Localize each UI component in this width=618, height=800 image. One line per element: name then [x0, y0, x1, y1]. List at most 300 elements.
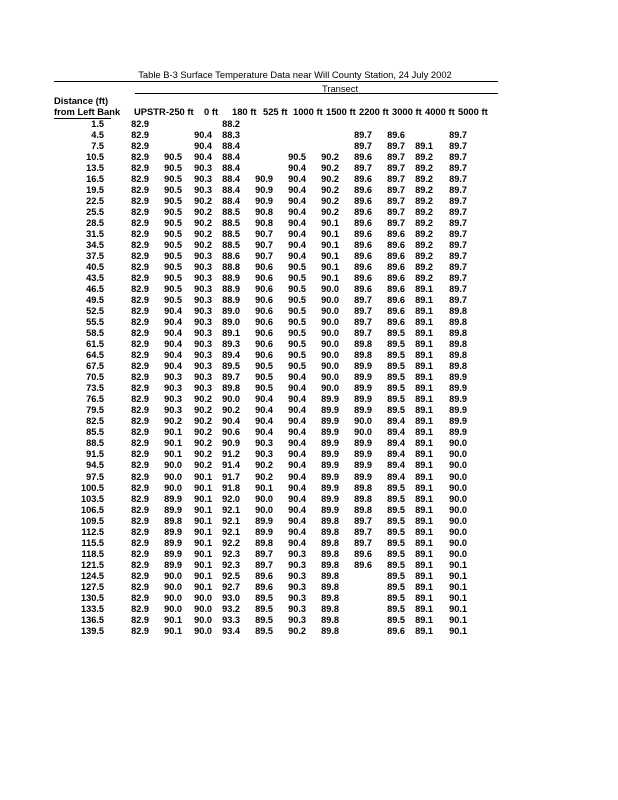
temperature-cell: 89.8: [321, 625, 339, 636]
temperature-cell: 90.1: [449, 603, 467, 614]
temperature-cell: 89.9: [354, 471, 372, 482]
temperature-cell: 90.2: [194, 218, 212, 229]
temperature-cell: 82.9: [131, 372, 149, 383]
temperature-cell: 89.7: [449, 251, 467, 262]
temperature-cell: 89.9: [449, 427, 467, 438]
temperature-cell: 89.8: [321, 515, 339, 526]
temperature-cell: 90.1: [321, 218, 339, 229]
temperature-cell: 90.3: [194, 317, 212, 328]
table-row: [54, 240, 467, 251]
distance-cell: 124.5: [81, 570, 104, 581]
temperature-cell: 89.9: [354, 460, 372, 471]
temperature-cell: 90.3: [194, 251, 212, 262]
temperature-cell: 82.9: [131, 317, 149, 328]
temperature-cell: 90.0: [449, 526, 467, 537]
temperature-cell: 82.9: [131, 163, 149, 174]
table-row: [54, 549, 467, 560]
temperature-cell: 89.1: [415, 625, 433, 636]
temperature-cell: 89.0: [222, 306, 240, 317]
temperature-cell: 89.1: [415, 471, 433, 482]
temperature-cell: 90.2: [194, 207, 212, 218]
temperature-cell: 89.1: [415, 438, 433, 449]
temperature-cell: 90.3: [164, 394, 182, 405]
temperature-cell: 90.3: [194, 339, 212, 350]
temperature-cell: 90.0: [449, 471, 467, 482]
table-row: [54, 207, 467, 218]
col-header-525ft: 525 ft: [263, 106, 288, 117]
temperature-cell: 89.6: [387, 130, 405, 141]
temperature-cell: 89.9: [449, 405, 467, 416]
temperature-cell: 89.1: [415, 416, 433, 427]
table-row: [54, 152, 467, 163]
temperature-cell: 82.9: [131, 570, 149, 581]
temperature-cell: 90.1: [194, 537, 212, 548]
temperature-cell: 89.1: [415, 515, 433, 526]
temperature-cell: 82.9: [131, 515, 149, 526]
temperature-cell: 90.0: [164, 570, 182, 581]
temperature-cell: 91.7: [222, 471, 240, 482]
temperature-cell: 90.4: [288, 416, 306, 427]
temperature-cell: 89.2: [415, 163, 433, 174]
temperature-cell: 82.9: [131, 284, 149, 295]
temperature-cell: 90.9: [255, 174, 273, 185]
distance-cell: 88.5: [86, 438, 104, 449]
temperature-cell: 89.7: [449, 196, 467, 207]
temperature-cell: 92.1: [222, 515, 240, 526]
temperature-cell: 90.8: [255, 218, 273, 229]
transect-rule: [135, 93, 498, 94]
distance-header-line2: from Left Bank: [54, 106, 121, 117]
temperature-cell: 89.7: [449, 284, 467, 295]
temperature-cell: 90.1: [321, 229, 339, 240]
temperature-cell: 90.6: [255, 273, 273, 284]
distance-cell: 19.5: [86, 185, 104, 196]
table-row: [54, 460, 467, 471]
table-row: [54, 405, 467, 416]
distance-cell: 16.5: [86, 174, 104, 185]
temperature-cell: 90.3: [194, 383, 212, 394]
temperature-cell: 89.8: [321, 548, 339, 559]
temperature-cell: 89.6: [387, 251, 405, 262]
temperature-cell: 89.5: [387, 372, 405, 383]
col-header-1000ft: 1000 ft: [293, 106, 323, 117]
temperature-cell: 90.5: [288, 361, 306, 372]
temperature-cell: 89.8: [164, 515, 182, 526]
temperature-cell: 90.2: [321, 185, 339, 196]
table-row: [54, 284, 467, 295]
temperature-cell: 88.4: [222, 152, 240, 163]
temperature-cell: 89.5: [387, 405, 405, 416]
temperature-cell: 90.1: [194, 559, 212, 570]
temperature-cell: 90.1: [449, 614, 467, 625]
temperature-cell: 90.3: [194, 185, 212, 196]
temperature-cell: 89.7: [449, 207, 467, 218]
temperature-cell: 90.3: [194, 163, 212, 174]
temperature-cell: 90.1: [321, 262, 339, 273]
temperature-cell: 90.5: [288, 350, 306, 361]
temperature-cell: 82.9: [131, 295, 149, 306]
temperature-cell: 89.2: [415, 185, 433, 196]
table-row: [54, 427, 467, 438]
temperature-cell: 89.6: [354, 229, 372, 240]
temperature-cell: 82.9: [131, 482, 149, 493]
distance-cell: 97.5: [86, 471, 104, 482]
temperature-cell: 90.5: [164, 152, 182, 163]
temperature-cell: [306, 141, 339, 152]
col-header-upstr: UPSTR: [134, 106, 166, 117]
temperature-cell: 89.2: [415, 207, 433, 218]
temperature-cell: [306, 119, 339, 130]
temperature-cell: 90.5: [164, 295, 182, 306]
temperature-cell: 89.5: [255, 614, 273, 625]
temperature-cell: [149, 141, 182, 152]
temperature-cell: 82.9: [131, 493, 149, 504]
temperature-cell: 89.9: [255, 515, 273, 526]
table-row: [54, 163, 467, 174]
temperature-cell: 82.9: [131, 581, 149, 592]
temperature-cell: 89.9: [449, 383, 467, 394]
table-row: [54, 328, 467, 339]
temperature-cell: 90.3: [164, 372, 182, 383]
temperature-cell: 90.3: [194, 328, 212, 339]
temperature-cell: [240, 119, 273, 130]
temperature-cell: 89.6: [255, 570, 273, 581]
temperature-cell: 89.6: [354, 207, 372, 218]
temperature-cell: 89.5: [387, 603, 405, 614]
temperature-cell: 89.1: [415, 493, 433, 504]
temperature-cell: 89.1: [415, 284, 433, 295]
temperature-cell: 82.9: [131, 537, 149, 548]
temperature-cell: 89.6: [387, 240, 405, 251]
table-row: [54, 505, 467, 516]
temperature-cell: 90.5: [255, 361, 273, 372]
temperature-cell: 89.9: [321, 482, 339, 493]
distance-cell: 4.5: [91, 130, 104, 141]
temperature-cell: 90.0: [321, 306, 339, 317]
distance-cell: 91.5: [86, 449, 104, 460]
distance-cell: 115.5: [81, 537, 104, 548]
temperature-cell: 82.9: [131, 416, 149, 427]
temperature-cell: 89.9: [164, 526, 182, 537]
distance-cell: 70.5: [86, 372, 104, 383]
table-row: [54, 472, 467, 483]
temperature-cell: 90.4: [288, 251, 306, 262]
temperature-cell: 90.0: [194, 625, 212, 636]
temperature-cell: 82.9: [131, 526, 149, 537]
temperature-cell: 90.0: [449, 460, 467, 471]
table-row: [54, 130, 467, 141]
temperature-cell: 90.5: [164, 273, 182, 284]
temperature-cell: 90.1: [449, 581, 467, 592]
temperature-cell: 89.8: [354, 339, 372, 350]
distance-cell: 10.5: [86, 152, 104, 163]
temperature-cell: 90.2: [194, 229, 212, 240]
temperature-cell: 90.0: [194, 603, 212, 614]
temperature-cell: 89.1: [415, 581, 433, 592]
temperature-cell: 91.8: [222, 482, 240, 493]
temperature-cell: 90.1: [164, 614, 182, 625]
table-row: [54, 560, 467, 571]
table-row: [54, 174, 467, 185]
distance-cell: 22.5: [86, 196, 104, 207]
temperature-cell: 89.1: [415, 361, 433, 372]
temperature-cell: 89.5: [255, 592, 273, 603]
temperature-cell: 89.9: [164, 537, 182, 548]
temperature-cell: 89.4: [387, 449, 405, 460]
table-row: [54, 615, 467, 626]
temperature-cell: 88.9: [222, 284, 240, 295]
temperature-cell: 90.2: [321, 152, 339, 163]
temperature-cell: 89.5: [387, 328, 405, 339]
temperature-cell: [273, 119, 306, 130]
temperature-cell: 82.9: [131, 394, 149, 405]
temperature-cell: 82.9: [131, 251, 149, 262]
temperature-cell: 90.5: [164, 251, 182, 262]
temperature-cell: 89.7: [354, 163, 372, 174]
table-row: [54, 394, 467, 405]
temperature-cell: 90.3: [288, 548, 306, 559]
temperature-cell: 90.4: [288, 196, 306, 207]
distance-cell: 1.5: [91, 119, 104, 129]
table-row: [54, 141, 467, 152]
distance-cell: 130.5: [81, 592, 104, 603]
temperature-cell: 90.2: [194, 427, 212, 438]
temperature-cell: [405, 119, 433, 130]
temperature-cell: 90.5: [164, 163, 182, 174]
temperature-cell: 90.0: [354, 427, 372, 438]
temperature-cell: 90.8: [255, 207, 273, 218]
temperature-cell: 90.9: [255, 196, 273, 207]
temperature-cell: 90.2: [194, 438, 212, 449]
temperature-cell: 90.4: [194, 141, 212, 152]
temperature-cell: 90.4: [288, 526, 306, 537]
distance-cell: 82.5: [86, 416, 104, 427]
distance-cell: 85.5: [86, 427, 104, 438]
temperature-cell: 90.4: [164, 350, 182, 361]
col-header-180ft: 180 ft: [232, 106, 257, 117]
temperature-cell: 90.2: [321, 207, 339, 218]
temperature-cell: 89.0: [222, 317, 240, 328]
temperature-cell: [240, 163, 273, 174]
temperature-cell: 89.1: [415, 394, 433, 405]
table-row: [54, 538, 467, 549]
temperature-cell: 90.3: [194, 174, 212, 185]
temperature-cell: 90.1: [164, 438, 182, 449]
temperature-cell: 89.5: [387, 614, 405, 625]
temperature-cell: 89.9: [321, 416, 339, 427]
temperature-cell: 82.9: [131, 185, 149, 196]
temperature-cell: 90.2: [194, 449, 212, 460]
temperature-cell: 90.5: [288, 295, 306, 306]
temperature-cell: 89.4: [222, 350, 240, 361]
temperature-cell: 90.2: [194, 416, 212, 427]
temperature-cell: 89.7: [387, 152, 405, 163]
temperature-cell: 90.9: [255, 185, 273, 196]
table-row: [54, 119, 467, 130]
temperature-cell: 88.6: [222, 251, 240, 262]
temperature-cell: 90.3: [194, 284, 212, 295]
temperature-cell: 90.3: [194, 372, 212, 383]
temperature-cell: 90.0: [321, 317, 339, 328]
temperature-cell: 88.5: [222, 229, 240, 240]
temperature-cell: 90.1: [449, 559, 467, 570]
temperature-cell: [405, 130, 433, 141]
temperature-cell: 89.4: [387, 438, 405, 449]
temperature-cell: 90.7: [255, 229, 273, 240]
temperature-cell: 89.8: [321, 603, 339, 614]
temperature-cell: 90.4: [288, 537, 306, 548]
temperature-cell: 90.5: [288, 306, 306, 317]
distance-cell: 34.5: [86, 240, 104, 251]
temperature-cell: 90.1: [194, 471, 212, 482]
temperature-cell: 90.3: [194, 262, 212, 273]
distance-cell: 58.5: [86, 328, 104, 339]
temperature-cell: 82.9: [131, 174, 149, 185]
distance-cell: 109.5: [81, 515, 104, 526]
temperature-cell: 90.5: [164, 262, 182, 273]
temperature-cell: 89.4: [387, 427, 405, 438]
temperature-cell: 89.1: [415, 295, 433, 306]
temperature-cell: 90.2: [255, 460, 273, 471]
col-header-4000ft: 4000 ft: [425, 106, 455, 117]
table-row: [54, 295, 467, 306]
temperature-cell: [240, 152, 273, 163]
temperature-cell: 90.0: [449, 449, 467, 460]
table-row: [54, 571, 467, 582]
temperature-cell: 89.5: [387, 548, 405, 559]
temperature-cell: 82.9: [131, 449, 149, 460]
temperature-cell: 90.4: [164, 361, 182, 372]
temperature-cell: 89.1: [415, 548, 433, 559]
temperature-cell: 90.4: [288, 372, 306, 383]
distance-cell: 94.5: [86, 460, 104, 471]
temperature-cell: 89.9: [354, 449, 372, 460]
temperature-cell: 88.4: [222, 174, 240, 185]
temperature-cell: 90.0: [164, 581, 182, 592]
temperature-cell: 90.0: [449, 438, 467, 449]
temperature-cell: 90.1: [194, 570, 212, 581]
distance-cell: 25.5: [86, 207, 104, 218]
temperature-cell: 89.7: [387, 196, 405, 207]
temperature-cell: 89.6: [354, 548, 372, 559]
temperature-cell: 89.1: [415, 317, 433, 328]
distance-header-line1: Distance (ft): [54, 95, 109, 106]
temperature-cell: 89.1: [415, 372, 433, 383]
temperature-cell: 90.3: [164, 383, 182, 394]
temperature-cell: 88.9: [222, 295, 240, 306]
temperature-cell: 90.2: [194, 240, 212, 251]
temperature-cell: 89.9: [321, 460, 339, 471]
temperature-cell: 89.1: [415, 405, 433, 416]
distance-cell: 100.5: [81, 482, 104, 493]
temperature-cell: 93.2: [222, 603, 240, 614]
temperature-cell: 82.9: [131, 119, 149, 129]
temperature-cell: 90.9: [222, 438, 240, 449]
temperature-cell: 92.2: [222, 537, 240, 548]
temperature-cell: 90.4: [288, 515, 306, 526]
temperature-cell: 90.3: [288, 614, 306, 625]
temperature-cell: 82.9: [131, 306, 149, 317]
temperature-cell: 89.8: [449, 350, 467, 361]
temperature-cell: 90.5: [255, 383, 273, 394]
temperature-cell: 93.4: [222, 625, 240, 636]
table-row: [54, 196, 467, 207]
temperature-cell: 90.0: [164, 592, 182, 603]
distance-cell: 127.5: [81, 581, 104, 592]
table-row: [54, 516, 467, 527]
temperature-cell: 90.4: [288, 449, 306, 460]
temperature-cell: 89.7: [387, 218, 405, 229]
temperature-cell: 89.1: [415, 559, 433, 570]
temperature-cell: [149, 130, 182, 141]
temperature-cell: 90.4: [164, 339, 182, 350]
temperature-cell: 89.6: [387, 295, 405, 306]
temperature-cell: 90.0: [321, 295, 339, 306]
temperature-cell: 89.9: [321, 471, 339, 482]
temperature-cell: 92.5: [222, 570, 240, 581]
temperature-cell: 82.9: [131, 603, 149, 614]
temperature-cell: 88.5: [222, 218, 240, 229]
temperature-cell: 89.8: [354, 482, 372, 493]
temperature-cell: 90.1: [449, 570, 467, 581]
temperature-cell: 88.3: [222, 130, 240, 141]
distance-cell: 136.5: [81, 614, 104, 625]
temperature-cell: 89.8: [321, 570, 339, 581]
temperature-cell: 89.7: [387, 163, 405, 174]
temperature-cell: 90.1: [255, 482, 273, 493]
col-header-2200ft: 2200 ft: [359, 106, 389, 117]
temperature-cell: 90.3: [194, 273, 212, 284]
temperature-cell: 89.9: [354, 405, 372, 416]
temperature-cell: 90.4: [288, 405, 306, 416]
temperature-cell: 89.5: [222, 361, 240, 372]
temperature-cell: 89.7: [354, 295, 372, 306]
temperature-cell: 89.7: [387, 174, 405, 185]
temperature-cell: 90.4: [288, 438, 306, 449]
distance-cell: 67.5: [86, 361, 104, 372]
table-row: [54, 438, 467, 449]
temperature-cell: 89.5: [387, 493, 405, 504]
distance-cell: 121.5: [81, 559, 104, 570]
temperature-cell: [240, 141, 273, 152]
temperature-cell: 90.4: [288, 504, 306, 515]
temperature-cell: 90.0: [194, 592, 212, 603]
temperature-cell: 90.4: [288, 229, 306, 240]
temperature-cell: 89.9: [449, 394, 467, 405]
temperature-cell: 89.9: [321, 449, 339, 460]
temperature-cell: 89.7: [449, 152, 467, 163]
temperature-cell: 90.1: [321, 251, 339, 262]
temperature-cell: 89.1: [415, 592, 433, 603]
temperature-cell: 89.2: [415, 196, 433, 207]
temperature-cell: [372, 119, 405, 130]
temperature-cell: 90.1: [164, 625, 182, 636]
temperature-cell: 89.9: [321, 405, 339, 416]
temperature-cell: 90.2: [194, 196, 212, 207]
temperature-cell: 89.8: [321, 581, 339, 592]
temperature-cell: 89.1: [415, 570, 433, 581]
temperature-cell: 90.4: [288, 493, 306, 504]
temperature-cell: 90.6: [255, 317, 273, 328]
table-row: [54, 383, 467, 394]
temperature-cell: 89.1: [415, 460, 433, 471]
table-row: [54, 372, 467, 383]
temperature-cell: 89.5: [387, 350, 405, 361]
temperature-cell: 82.9: [131, 438, 149, 449]
temperature-cell: 89.8: [449, 317, 467, 328]
table-row: [54, 317, 467, 328]
temperature-cell: 89.6: [354, 196, 372, 207]
